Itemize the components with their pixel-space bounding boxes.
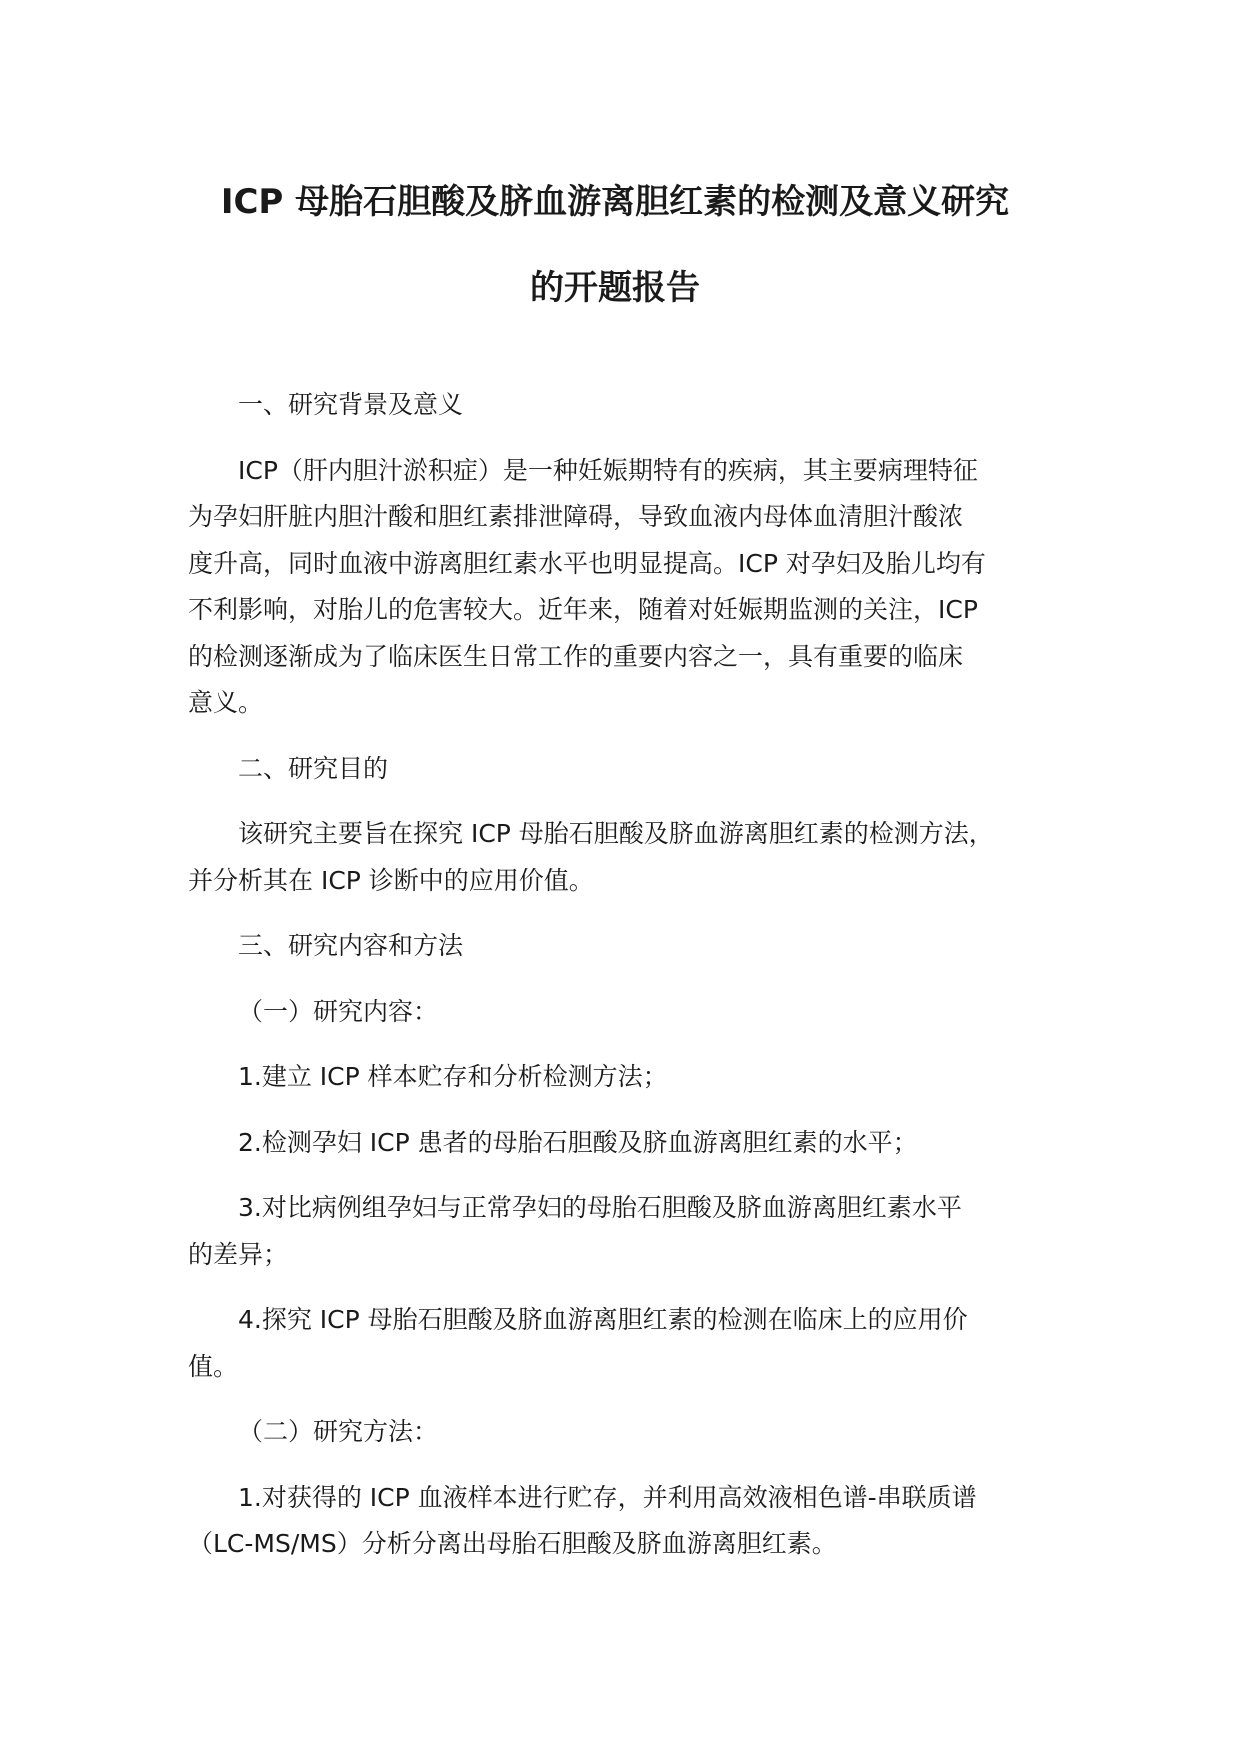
section-2-heading <box>188 746 1088 793</box>
heading-text: 三、研究内容和方法 <box>238 931 464 960</box>
list-item-text: 的差异； <box>188 1239 289 1269</box>
document-title-line-2: 的开题报告 <box>530 268 700 308</box>
paragraph-line: 度升高，同时血液中游离胆红素水平也明显提高。ICP 对孕妇及胎儿均有 <box>188 548 986 578</box>
section-1-heading <box>188 382 1088 429</box>
research-content-item-2 <box>188 1120 1088 1167</box>
paragraph-line: 为孕妇肝脏内胆汁酸和胆红素排泄障碍，导致血液内母体血清胆汁酸浓 <box>188 502 964 531</box>
section-3-subheading-2 <box>188 1409 1088 1456</box>
list-item-text: 1.建立 ICP 样本贮存和分析检测方法； <box>238 1062 668 1091</box>
section-3-subheading-1 <box>188 989 1088 1036</box>
paragraph-line: 该研究主要旨在探究 ICP 母胎石胆酸及脐血游离胆红素的检测方法， <box>238 819 994 848</box>
paragraph-line: 并分析其在 ICP 诊断中的应用价值。 <box>188 865 594 895</box>
paragraph-line: 意义。 <box>188 688 264 717</box>
document-body <box>188 382 1088 1587</box>
research-method-item-1 <box>188 1475 1088 1568</box>
list-item-text: 1.对获得的 ICP 血液样本进行贮存，并利用高效液相色谱-串联质谱 <box>238 1482 977 1512</box>
list-item-text: （LC-MS/MS）分析分离出母胎石胆酸及脐血游离胆红素。 <box>188 1529 837 1558</box>
paragraph-line: ICP（肝内胆汁淤积症）是一种妊娠期特有的疾病，其主要病理特征 <box>238 455 978 485</box>
section-1-paragraph <box>188 448 1088 727</box>
section-2-paragraph <box>188 811 1088 904</box>
heading-text: 二、研究目的 <box>238 753 389 783</box>
paragraph-line: 不利影响，对胎儿的危害较大。近年来，随着对妊娠期监测的关注，ICP <box>188 595 978 624</box>
list-item-text: 值。 <box>188 1351 239 1381</box>
list-item-text: 3.对比病例组孕妇与正常孕妇的母胎石胆酸及脐血游离胆红素水平 <box>238 1193 962 1222</box>
subheading-text: （二）研究方法： <box>238 1417 439 1446</box>
research-content-item-3 <box>188 1185 1088 1278</box>
section-3-heading <box>188 923 1088 970</box>
list-item-text: 4.探究 ICP 母胎石胆酸及脐血游离胆红素的检测在临床上的应用价 <box>238 1305 968 1334</box>
research-content-item-4 <box>188 1297 1088 1390</box>
heading-text: 一、研究背景及意义 <box>238 390 464 419</box>
list-item-text: 2.检测孕妇 ICP 患者的母胎石胆酸及脐血游离胆红素的水平； <box>238 1127 918 1157</box>
subheading-text: （一）研究内容： <box>238 996 439 1026</box>
research-content-item-1 <box>188 1054 1088 1101</box>
paragraph-line: 的检测逐渐成为了临床医生日常工作的重要内容之一，具有重要的临床 <box>188 641 964 671</box>
document-title-line-1: ICP 母胎石胆酸及脐血游离胆红素的检测及意义研究 <box>220 182 1010 222</box>
